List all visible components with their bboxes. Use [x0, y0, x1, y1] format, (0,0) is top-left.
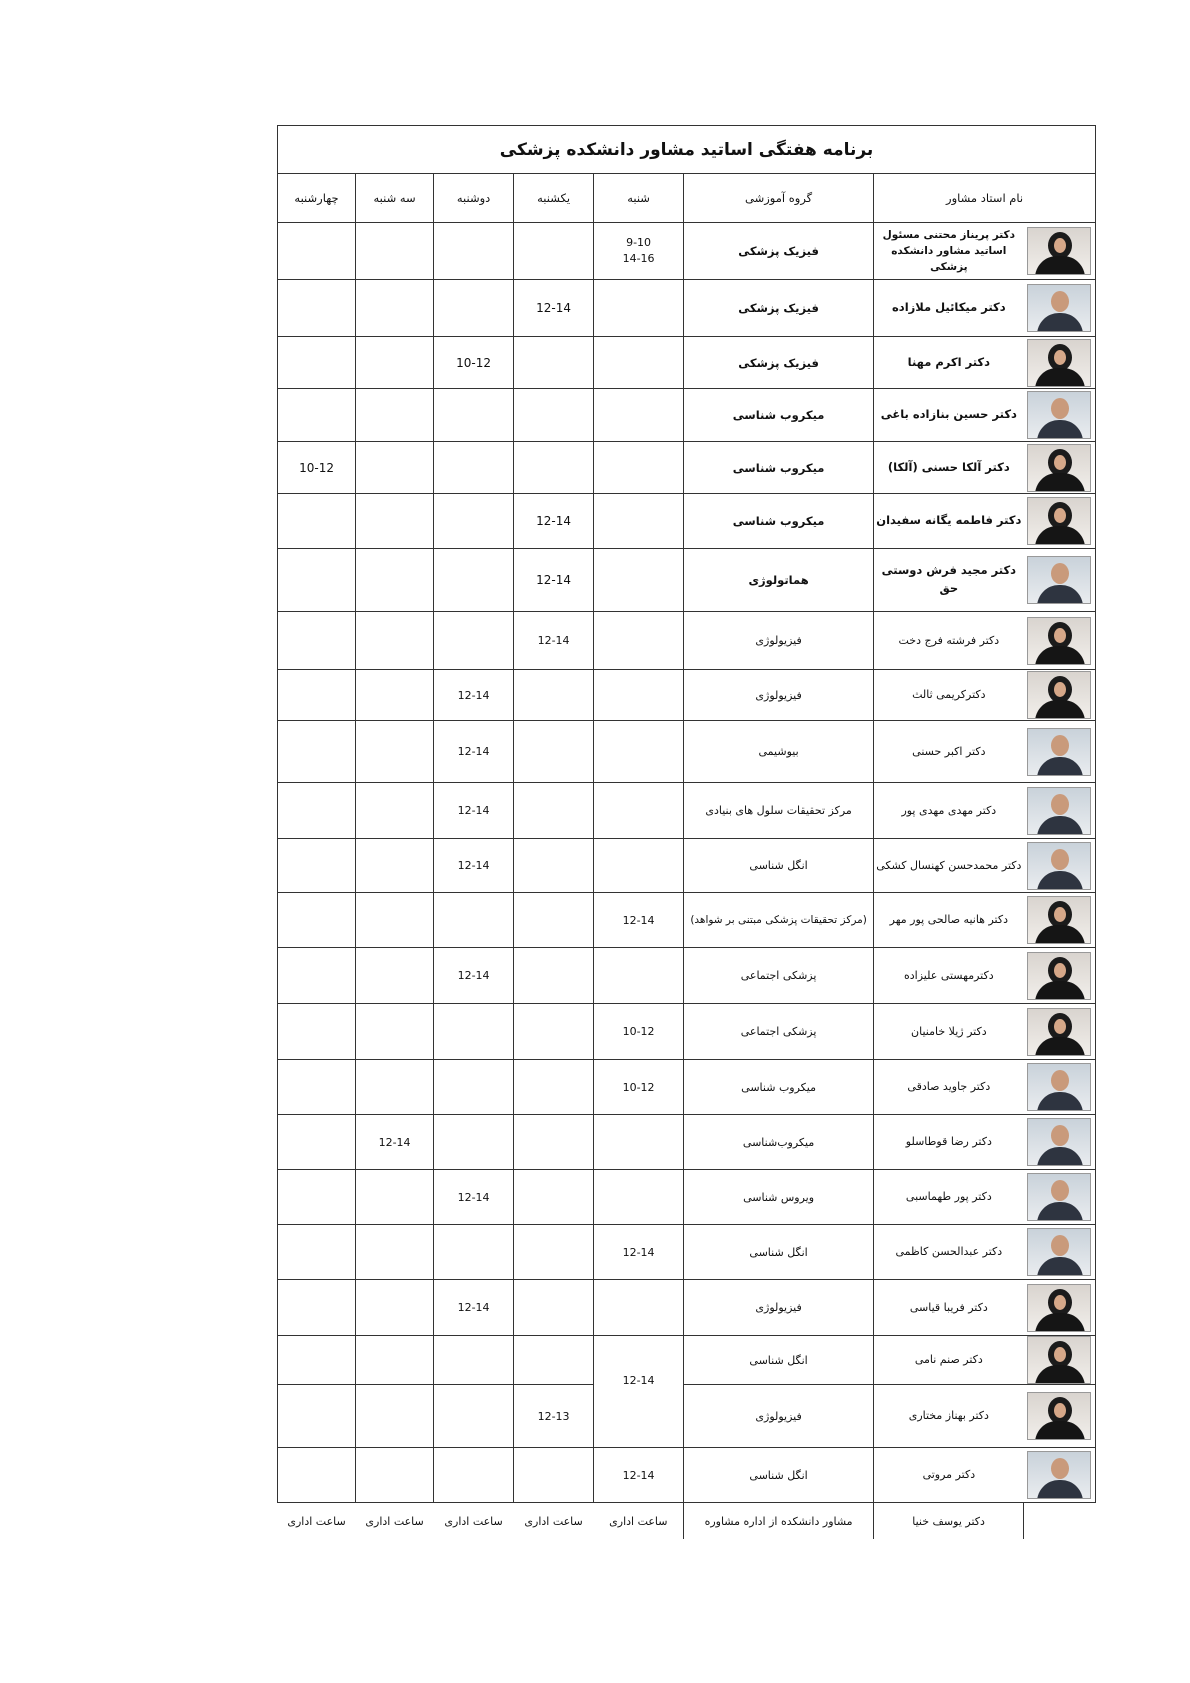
advisor-group: بیوشیمی	[684, 721, 874, 783]
tuesday-slot	[356, 721, 434, 783]
portrait-icon	[1027, 896, 1091, 944]
advisor-name: دکترمهستی علیزاده	[874, 948, 1024, 1004]
header-wednesday: چهارشنبه	[278, 174, 356, 223]
tuesday-slot	[356, 783, 434, 839]
wednesday-slot	[278, 549, 356, 612]
portrait-icon	[1027, 339, 1091, 387]
table-row	[278, 1115, 1096, 1170]
tuesday-slot	[356, 1225, 434, 1280]
portrait-icon	[1027, 1063, 1091, 1111]
table-row	[278, 1336, 1096, 1385]
monday-slot	[434, 280, 514, 337]
tuesday-slot	[356, 280, 434, 337]
photo-cell	[1024, 1448, 1096, 1503]
tuesday-slot	[356, 1060, 434, 1115]
saturday-slot	[594, 839, 684, 893]
table-row	[278, 1448, 1096, 1503]
wednesday-slot	[278, 337, 356, 389]
photo-cell	[1024, 1385, 1096, 1448]
wednesday-slot	[278, 494, 356, 549]
advisor-name: دکتر پور طهماسبی	[874, 1170, 1024, 1225]
table-row	[278, 549, 1096, 612]
photo-cell	[1024, 1503, 1096, 1540]
tuesday-slot	[356, 389, 434, 442]
advisor-group: هماتولوژی	[684, 549, 874, 612]
sunday-slot	[514, 1115, 594, 1170]
wednesday-slot	[278, 223, 356, 280]
tuesday-slot	[356, 612, 434, 670]
header-sunday: یکشنبه	[514, 174, 594, 223]
page-title: برنامه هفتگی اساتید مشاور دانشکده پزشکی	[278, 126, 1096, 174]
advisor-group: میکروب شناسی	[684, 442, 874, 494]
sunday-slot	[514, 721, 594, 783]
tuesday-slot	[356, 337, 434, 389]
photo-cell	[1024, 223, 1096, 280]
footer-hours-monday: ساعت اداری	[444, 1514, 503, 1528]
monday-slot	[434, 442, 514, 494]
photo-cell	[1024, 280, 1096, 337]
saturday-slot	[594, 948, 684, 1004]
header-saturday: شنبه	[594, 174, 684, 223]
advisor-group: انگل شناسی	[684, 839, 874, 893]
wednesday-slot	[278, 1225, 356, 1280]
advisor-name: دکتر هانیه صالحی پور مهر	[874, 893, 1024, 948]
photo-cell	[1024, 442, 1096, 494]
saturday-slot: 12-14	[594, 1336, 684, 1448]
monday-slot	[434, 1115, 514, 1170]
table-row	[278, 670, 1096, 721]
wednesday-slot	[278, 1004, 356, 1060]
saturday-slot	[594, 389, 684, 442]
table-row	[278, 839, 1096, 893]
table-row	[278, 1060, 1096, 1115]
schedule-sheet	[277, 125, 1095, 1539]
monday-slot	[434, 1385, 514, 1448]
advisor-group: فیزیک پزشکی	[684, 223, 874, 280]
table-row	[278, 1004, 1096, 1060]
tuesday-slot	[356, 893, 434, 948]
sunday-slot	[514, 389, 594, 442]
wednesday-slot	[278, 1060, 356, 1115]
advisor-name: دکتر عبدالحسن کاظمی	[874, 1225, 1024, 1280]
tuesday-slot	[356, 442, 434, 494]
advisor-name: دکتر پریناز محتنی مسئول اساتید مشاور دانشکده پزشکی	[874, 223, 1024, 280]
advisor-name: دکتر جاوید صادقی	[874, 1060, 1024, 1115]
tuesday-slot	[356, 494, 434, 549]
wednesday-slot	[278, 721, 356, 783]
advisor-name: دکتر آلکا حسنی (آلکا)	[874, 442, 1024, 494]
portrait-icon	[1027, 444, 1091, 492]
photo-cell	[1024, 1115, 1096, 1170]
header-name: نام استاد مشاور	[874, 174, 1096, 223]
header-group: گروه آموزشی	[684, 174, 874, 223]
saturday-slot	[594, 442, 684, 494]
saturday-slot: 10-12	[594, 1004, 684, 1060]
advisor-group: انگل شناسی	[684, 1336, 874, 1385]
photo-cell	[1024, 612, 1096, 670]
tuesday-slot	[356, 1280, 434, 1336]
advisor-name: دکتر مجید فرش دوستی حق	[874, 549, 1024, 612]
photo-cell	[1024, 1280, 1096, 1336]
sunday-slot	[514, 670, 594, 721]
advisor-name: دکتر صنم نامی	[874, 1336, 1024, 1385]
wednesday-slot	[278, 389, 356, 442]
photo-cell	[1024, 839, 1096, 893]
table-row	[278, 280, 1096, 337]
monday-slot: 12-14	[434, 1170, 514, 1225]
table-row	[278, 389, 1096, 442]
monday-slot	[434, 1336, 514, 1385]
table-row	[278, 337, 1096, 389]
portrait-icon	[1027, 1008, 1091, 1056]
saturday-slot	[594, 337, 684, 389]
photo-cell	[1024, 893, 1096, 948]
wednesday-slot	[278, 670, 356, 721]
advisor-group: فیزیک پزشکی	[684, 337, 874, 389]
portrait-icon	[1027, 556, 1091, 604]
sunday-slot	[514, 1004, 594, 1060]
advisor-name: دکتر مروتی	[874, 1448, 1024, 1503]
tuesday-slot	[356, 948, 434, 1004]
sunday-slot	[514, 948, 594, 1004]
portrait-icon	[1027, 1336, 1091, 1384]
photo-cell	[1024, 494, 1096, 549]
table-row	[278, 1280, 1096, 1336]
special-rows	[278, 1336, 1096, 1540]
monday-slot	[434, 1225, 514, 1280]
sunday-slot: 12-13	[514, 1385, 594, 1448]
wednesday-slot	[278, 1280, 356, 1336]
wednesday-slot	[278, 1448, 356, 1503]
advisor-name: دکتر ژیلا خامنیان	[874, 1004, 1024, 1060]
portrait-icon	[1027, 671, 1091, 719]
monday-slot	[434, 1004, 514, 1060]
tuesday-slot	[356, 1004, 434, 1060]
table-row	[278, 223, 1096, 280]
photo-cell	[1024, 1170, 1096, 1225]
advisor-group: فیزیولوژی	[684, 670, 874, 721]
wednesday-slot	[278, 1336, 356, 1385]
wednesday-slot	[278, 839, 356, 893]
wednesday-slot	[278, 948, 356, 1004]
advisor-group: ویروس شناسی	[684, 1170, 874, 1225]
monday-slot	[434, 389, 514, 442]
monday-slot: 12-14	[434, 948, 514, 1004]
footer-hours-sunday: ساعت اداری	[524, 1514, 583, 1528]
sunday-slot	[514, 1225, 594, 1280]
saturday-slot	[594, 549, 684, 612]
photo-cell	[1024, 549, 1096, 612]
monday-slot	[434, 612, 514, 670]
sunday-slot	[514, 1060, 594, 1115]
monday-slot: 12-14	[434, 670, 514, 721]
wednesday-slot	[278, 893, 356, 948]
advisor-name: دکتر حسین بنازاده باغی	[874, 389, 1024, 442]
portrait-icon	[1027, 1118, 1091, 1166]
tuesday-slot	[356, 839, 434, 893]
tuesday-slot	[356, 549, 434, 612]
sunday-slot	[514, 223, 594, 280]
advisor-name: دکتر اکبر حسنی	[874, 721, 1024, 783]
advisor-name: دکتر اکرم مهنا	[874, 337, 1024, 389]
photo-cell	[1024, 1225, 1096, 1280]
advisor-name: دکتر فاطمه یگانه سفیدان	[874, 494, 1024, 549]
header-monday: دوشنبه	[434, 174, 514, 223]
footer-hours-wednesday: ساعت اداری	[287, 1514, 346, 1528]
monday-slot: 12-14	[434, 783, 514, 839]
saturday-slot	[594, 280, 684, 337]
advisor-group: میکروب شناسی	[684, 1060, 874, 1115]
sunday-slot	[514, 442, 594, 494]
saturday-slot: 12-14	[594, 1225, 684, 1280]
table-row	[278, 442, 1096, 494]
wednesday-slot	[278, 612, 356, 670]
saturday-slot: 10-12	[594, 1060, 684, 1115]
photo-cell	[1024, 1060, 1096, 1115]
portrait-icon	[1027, 391, 1091, 439]
portrait-icon	[1027, 1392, 1091, 1440]
monday-slot: 12-14	[434, 839, 514, 893]
monday-slot: 12-14	[434, 1280, 514, 1336]
table-row	[278, 1170, 1096, 1225]
saturday-slot	[594, 494, 684, 549]
monday-slot	[434, 1448, 514, 1503]
sunday-slot	[514, 337, 594, 389]
advisor-group: مرکز تحقیقات سلول های بنیادی	[684, 783, 874, 839]
tuesday-slot	[356, 1385, 434, 1448]
monday-slot	[434, 1060, 514, 1115]
portrait-icon	[1027, 284, 1091, 332]
table-row	[278, 494, 1096, 549]
photo-cell	[1024, 1004, 1096, 1060]
table-row	[278, 948, 1096, 1004]
table-body	[278, 223, 1096, 1336]
sunday-slot	[514, 783, 594, 839]
wednesday-slot	[278, 280, 356, 337]
portrait-icon	[1027, 787, 1091, 835]
sunday-slot: 12-14	[514, 494, 594, 549]
monday-slot: 12-14	[434, 721, 514, 783]
advisor-group: فیزیک پزشکی	[684, 280, 874, 337]
monday-slot	[434, 494, 514, 549]
portrait-icon	[1027, 1284, 1091, 1332]
portrait-icon	[1027, 728, 1091, 776]
photo-cell	[1024, 389, 1096, 442]
saturday-slot: 12-14	[594, 893, 684, 948]
footer-row	[278, 1503, 1096, 1540]
table-row	[278, 612, 1096, 670]
table-row	[278, 783, 1096, 839]
saturday-slot	[594, 1280, 684, 1336]
tuesday-slot	[356, 670, 434, 721]
header-tuesday: سه شنبه	[356, 174, 434, 223]
advisor-name: دکترکریمی ثالث	[874, 670, 1024, 721]
advisor-name: دکتر میکائیل ملازاده	[874, 280, 1024, 337]
portrait-icon	[1027, 1228, 1091, 1276]
saturday-slot	[594, 612, 684, 670]
advisor-group: میکروب شناسی	[684, 494, 874, 549]
sunday-slot	[514, 1448, 594, 1503]
advisor-name: دکتر بهناز مختاری	[874, 1385, 1024, 1448]
advisor-name: دکتر فریبا قیاسی	[874, 1280, 1024, 1336]
sunday-slot	[514, 1170, 594, 1225]
portrait-icon	[1027, 227, 1091, 275]
monday-slot	[434, 549, 514, 612]
tuesday-slot	[356, 1336, 434, 1385]
photo-cell	[1024, 948, 1096, 1004]
sunday-slot	[514, 893, 594, 948]
saturday-slot	[594, 783, 684, 839]
sunday-slot	[514, 1336, 594, 1385]
advisor-group: فیزیولوژی	[684, 1385, 874, 1448]
footer-advisor-group: مشاور دانشکده از اداره مشاوره	[684, 1503, 874, 1540]
monday-slot	[434, 223, 514, 280]
portrait-icon	[1027, 842, 1091, 890]
advisor-group: (مرکز تحقیقات پزشکی مبتنی بر شواهد)	[684, 893, 874, 948]
tuesday-slot	[356, 1448, 434, 1503]
advisor-group: میکروب شناسی	[684, 389, 874, 442]
sunday-slot	[514, 1280, 594, 1336]
sunday-slot	[514, 839, 594, 893]
photo-cell	[1024, 783, 1096, 839]
saturday-slot	[594, 670, 684, 721]
photo-cell	[1024, 337, 1096, 389]
monday-slot: 10-12	[434, 337, 514, 389]
advisor-group: میکروب‌شناسی	[684, 1115, 874, 1170]
tuesday-slot	[356, 1170, 434, 1225]
sunday-slot: 12-14	[514, 549, 594, 612]
footer-advisor-name: دکتر یوسف خنیا	[912, 1514, 985, 1528]
portrait-icon	[1027, 617, 1091, 665]
photo-cell	[1024, 670, 1096, 721]
portrait-icon	[1027, 952, 1091, 1000]
saturday-slot	[594, 721, 684, 783]
monday-slot	[434, 893, 514, 948]
table-row	[278, 1225, 1096, 1280]
advisor-group: انگل شناسی	[684, 1448, 874, 1503]
advisor-group: انگل شناسی	[684, 1225, 874, 1280]
sunday-slot: 12-14	[514, 612, 594, 670]
sunday-slot: 12-14	[514, 280, 594, 337]
table-row	[278, 1385, 1096, 1448]
portrait-icon	[1027, 497, 1091, 545]
wednesday-slot	[278, 783, 356, 839]
footer-hours-saturday: ساعت اداری	[609, 1514, 668, 1528]
advisor-name: دکتر مهدی مهدی پور	[874, 783, 1024, 839]
advisor-group: پزشکی اجتماعی	[684, 948, 874, 1004]
saturday-slot	[594, 1170, 684, 1225]
portrait-icon	[1027, 1173, 1091, 1221]
saturday-slot	[594, 1115, 684, 1170]
advisor-group: فیزیولوژی	[684, 612, 874, 670]
header-row	[278, 174, 1096, 223]
advisor-name: دکتر رضا قوطاسلو	[874, 1115, 1024, 1170]
wednesday-slot	[278, 1115, 356, 1170]
advisor-group: فیزیولوژی	[684, 1280, 874, 1336]
wednesday-slot	[278, 1170, 356, 1225]
tuesday-slot	[356, 223, 434, 280]
wednesday-slot	[278, 1385, 356, 1448]
tuesday-slot: 12-14	[356, 1115, 434, 1170]
table-row	[278, 893, 1096, 948]
portrait-icon	[1027, 1451, 1091, 1499]
photo-cell	[1024, 1336, 1096, 1385]
advisor-name: دکتر فرشته فرج دخت	[874, 612, 1024, 670]
wednesday-slot: 10-12	[278, 442, 356, 494]
advisor-group: پزشکی اجتماعی	[684, 1004, 874, 1060]
saturday-slot: 12-14	[594, 1448, 684, 1503]
advisor-schedule-table	[277, 125, 1096, 1539]
photo-cell	[1024, 721, 1096, 783]
advisor-name: دکتر محمدحسن کهنسال کشکی	[874, 839, 1024, 893]
table-row	[278, 721, 1096, 783]
footer-hours-tuesday: ساعت اداری	[365, 1514, 424, 1528]
saturday-slot: 9-10 14-16	[594, 223, 684, 280]
